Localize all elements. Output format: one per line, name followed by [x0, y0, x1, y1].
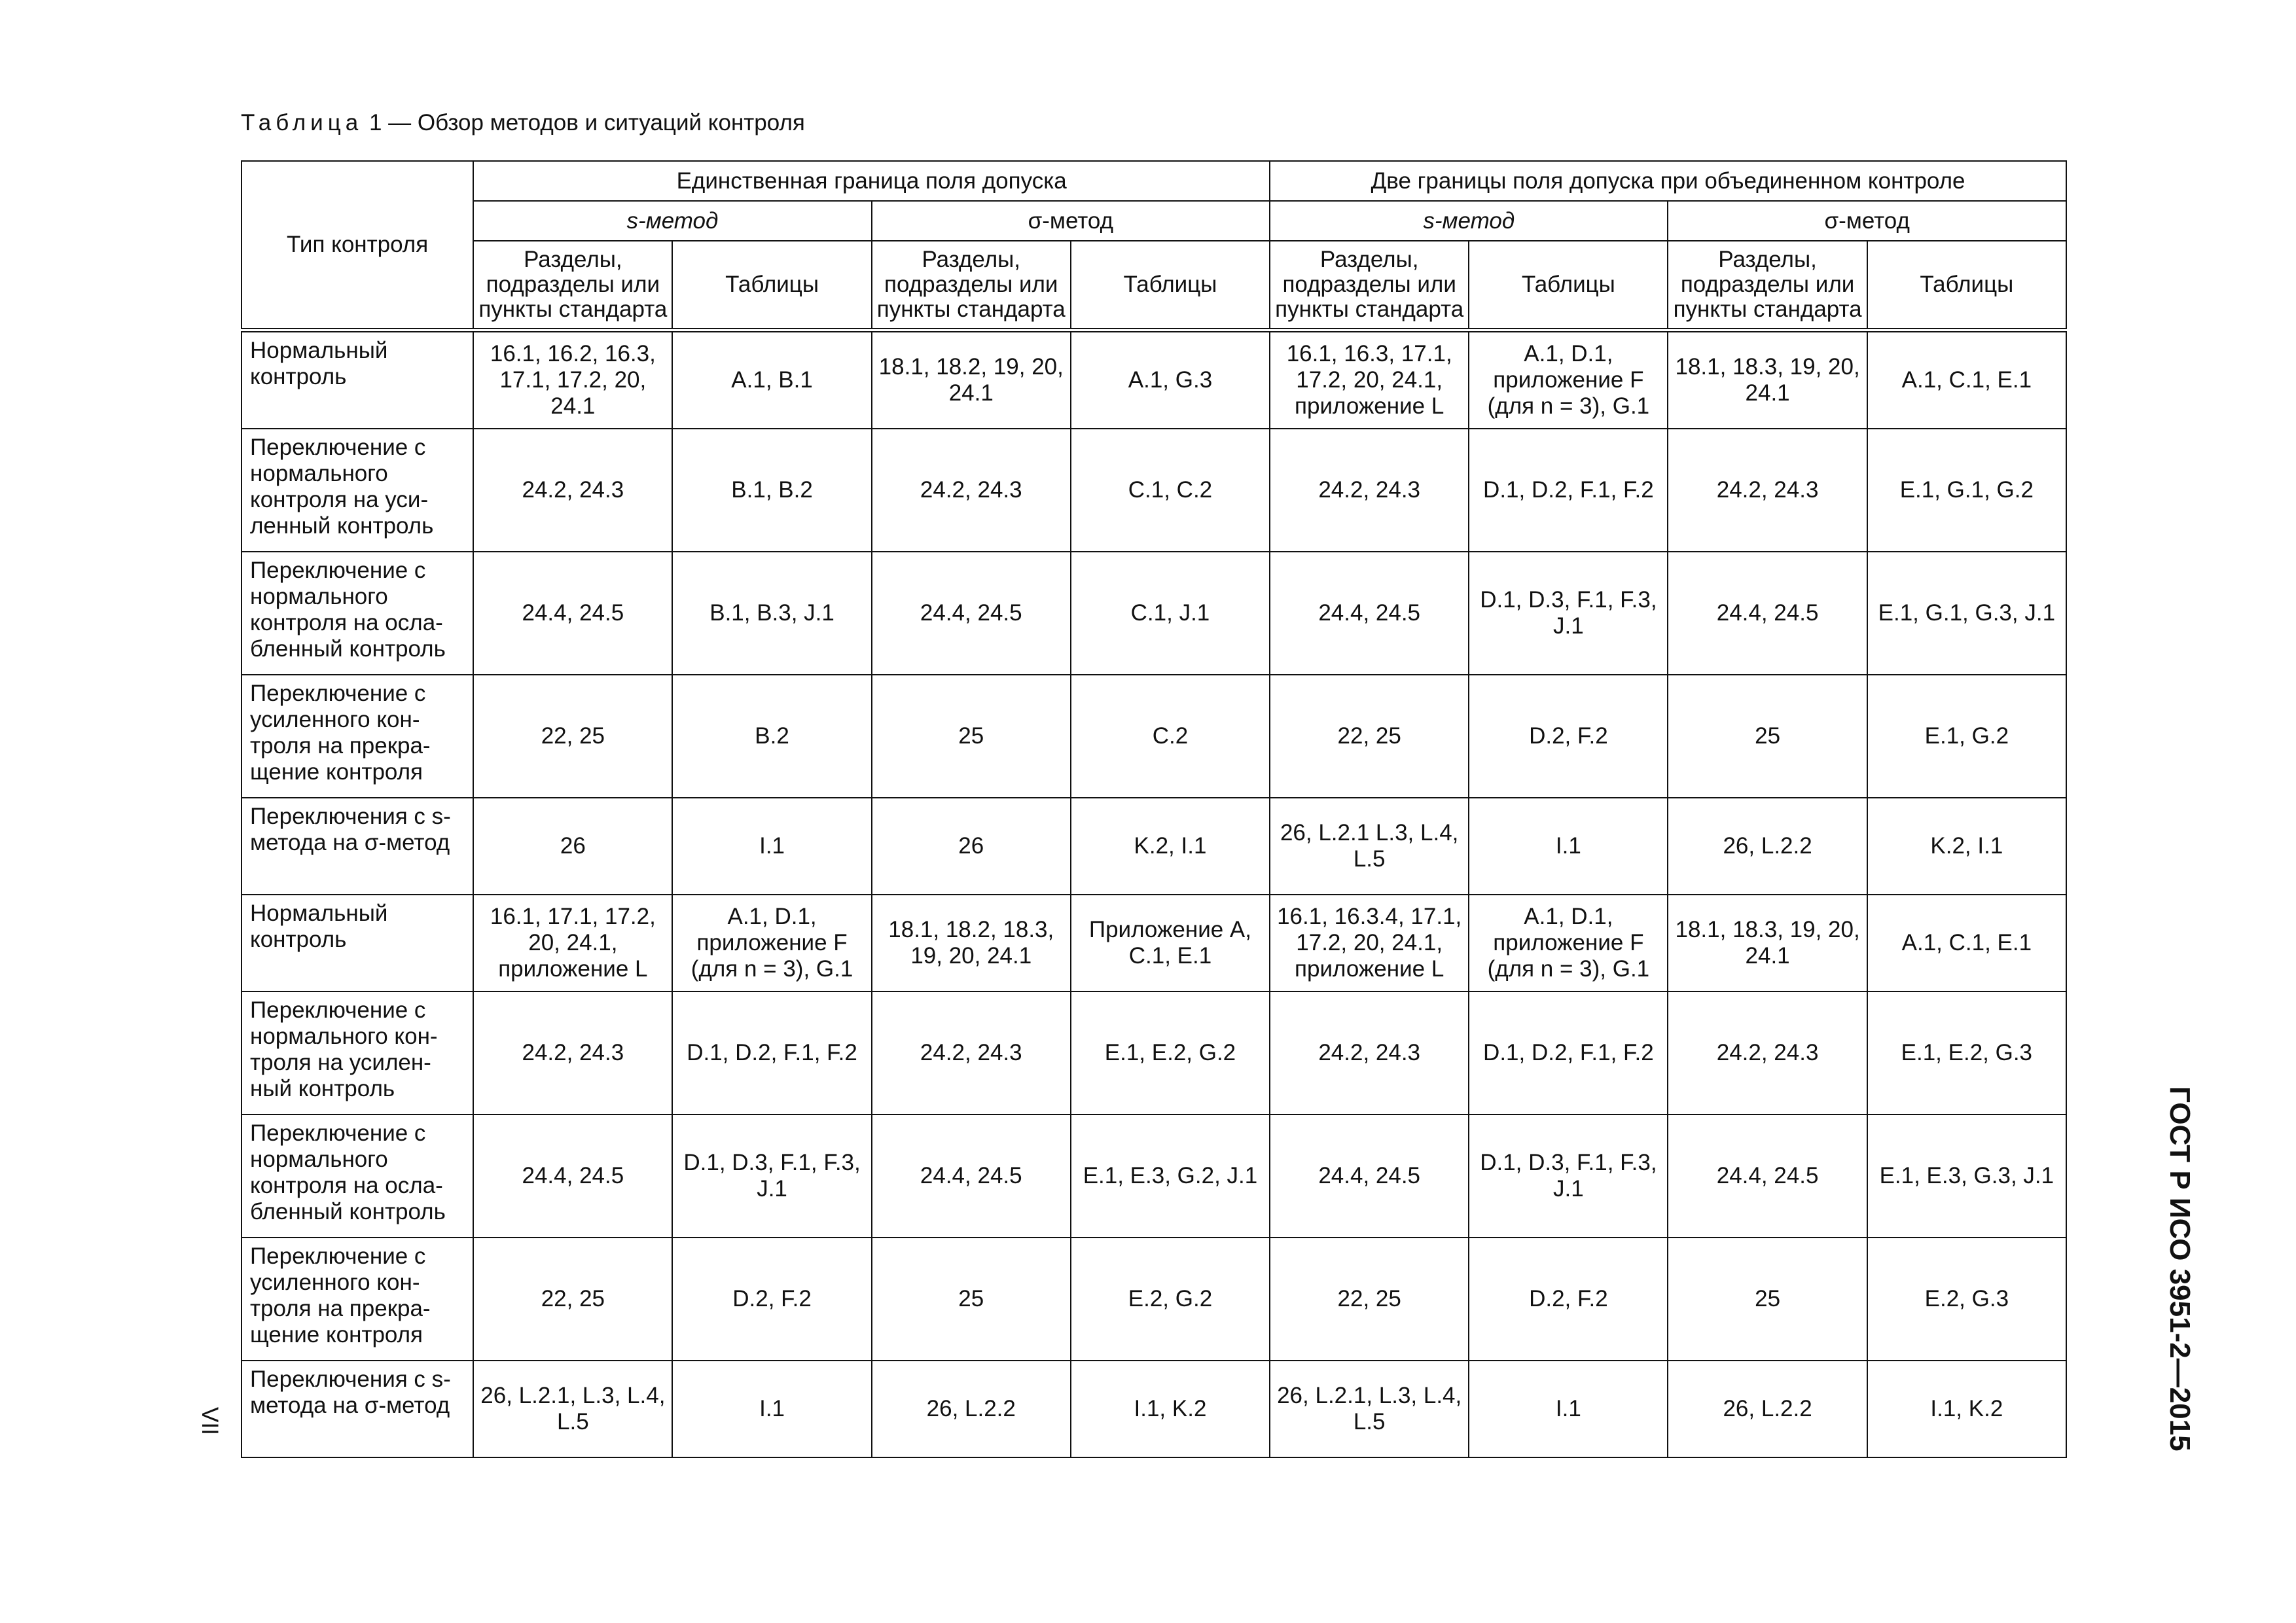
table-cell: I.1 [672, 798, 871, 895]
table-cell: B.2 [672, 675, 871, 798]
table-row [242, 798, 2066, 895]
table-cell: A.1, G.3 [1071, 330, 1270, 429]
table-cell: 26, L.2.1 L.3, L.4, L.5 [1270, 798, 1469, 895]
table-cell: 16.1, 17.1, 17.2, 20, 24.1, приложение L [473, 895, 672, 991]
header-s-method-2 [1270, 201, 1668, 241]
table-cell: 26 [473, 798, 672, 895]
document-standard-number: ГОСТ Р ИСО 3951-2—2015 [2164, 1086, 2196, 1452]
table-cell: 24.2, 24.3 [1270, 429, 1469, 552]
table-cell: D.2, F.2 [672, 1238, 871, 1361]
table-cell: K.2, I.1 [1071, 798, 1270, 895]
row-label: Переключение с нормального контроля на осла-бленный контроль [242, 552, 473, 675]
table-cell: 16.1, 16.2, 16.3, 17.1, 17.2, 20, 24.1 [473, 330, 672, 429]
table-cell: 24.4, 24.5 [872, 552, 1071, 675]
table-cell: 25 [872, 1238, 1071, 1361]
row-label: Нормальный контроль [242, 895, 473, 991]
table-cell: 18.1, 18.2, 19, 20, 24.1 [872, 330, 1071, 429]
table-row [242, 895, 2066, 991]
page-number: VII [197, 1407, 223, 1435]
row-label: Переключение с нормального контроля на осла-бленный контроль [242, 1115, 473, 1238]
table-cell: I.1, K.2 [1071, 1361, 1270, 1457]
table-cell: 18.1, 18.3, 19, 20, 24.1 [1668, 330, 1867, 429]
table-cell: 24.4, 24.5 [872, 1115, 1071, 1238]
table-cell: D.1, D.3, F.1, F.3, J.1 [1469, 1115, 1668, 1238]
table-cell: A.1, D.1, приложение F (для n = 3), G.1 [1469, 330, 1668, 429]
table-cell: B.1, B.3, J.1 [672, 552, 871, 675]
table-cell: A.1, B.1 [672, 330, 871, 429]
table-cell: E.1, G.1, G.2 [1867, 429, 2066, 552]
caption-title: 1 — Обзор методов и ситуаций контроля [363, 110, 805, 135]
table-cell: E.1, E.2, G.2 [1071, 991, 1270, 1115]
table-row [242, 991, 2066, 1115]
s-method-label: s-метод [1423, 207, 1515, 234]
header-sections: Разделы, подразделы или пункты стандарта [473, 241, 672, 330]
header-row-2 [242, 201, 2066, 241]
header-tables: Таблицы [1469, 241, 1668, 330]
table-cell: D.1, D.3, F.1, F.3, J.1 [1469, 552, 1668, 675]
header-sigma-method-2: σ-метод [1668, 201, 2066, 241]
control-methods-table [241, 160, 2067, 1458]
table-cell: A.1, C.1, E.1 [1867, 895, 2066, 991]
header-row-1 [242, 161, 2066, 201]
table-cell: 26, L.2.1, L.3, L.4, L.5 [1270, 1361, 1469, 1457]
table-cell: 24.2, 24.3 [1270, 991, 1469, 1115]
table-cell: I.1 [672, 1361, 871, 1457]
table-cell: 24.4, 24.5 [1270, 1115, 1469, 1238]
table-cell: 26, L.2.1, L.3, L.4, L.5 [473, 1361, 672, 1457]
table-cell: 24.4, 24.5 [1270, 552, 1469, 675]
table-cell: 18.1, 18.2, 18.3, 19, 20, 24.1 [872, 895, 1071, 991]
row-label: Переключения с s-метода на σ-метод [242, 1361, 473, 1457]
table-cell: E.1, G.2 [1867, 675, 2066, 798]
table-cell: C.2 [1071, 675, 1270, 798]
table-cell: A.1, D.1, приложение F (для n = 3), G.1 [1469, 895, 1668, 991]
table-cell: K.2, I.1 [1867, 798, 2066, 895]
table-cell: 24.4, 24.5 [1668, 1115, 1867, 1238]
header-tables: Таблицы [672, 241, 871, 330]
table-row [242, 429, 2066, 552]
table-row [242, 675, 2066, 798]
table-cell: C.1, C.2 [1071, 429, 1270, 552]
table-cell: 26, L.2.2 [1668, 798, 1867, 895]
table-row [242, 1238, 2066, 1361]
table-cell: Приложение A, C.1, E.1 [1071, 895, 1270, 991]
table-cell: 24.4, 24.5 [473, 1115, 672, 1238]
header-sigma-method-1: σ-метод [872, 201, 1270, 241]
table-cell: 16.1, 16.3, 17.1, 17.2, 20, 24.1, приложение L [1270, 330, 1469, 429]
s-method-label: s-метод [626, 207, 719, 234]
table-cell: D.1, D.2, F.1, F.2 [672, 991, 871, 1115]
table-cell: E.1, E.3, G.2, J.1 [1071, 1115, 1270, 1238]
row-label: Переключение с усиленного кон-троля на прекра-щение контроля [242, 675, 473, 798]
header-sections: Разделы, подразделы или пункты стандарта [1270, 241, 1469, 330]
row-label: Переключение с нормального кон-троля на усилен-ный контроль [242, 991, 473, 1115]
table-cell: E.1, E.2, G.3 [1867, 991, 2066, 1115]
table-cell: A.1, D.1, приложение F (для n = 3), G.1 [672, 895, 871, 991]
table-cell: D.2, F.2 [1469, 1238, 1668, 1361]
header-tables: Таблицы [1071, 241, 1270, 330]
table-cell: D.1, D.2, F.1, F.2 [1469, 991, 1668, 1115]
table-row [242, 552, 2066, 675]
table-cell: 16.1, 16.3.4, 17.1, 17.2, 20, 24.1, приложение L [1270, 895, 1469, 991]
header-type: Тип контроля [242, 161, 473, 330]
table-cell: 22, 25 [473, 1238, 672, 1361]
table-cell: B.1, B.2 [672, 429, 871, 552]
table-cell: A.1, C.1, E.1 [1867, 330, 2066, 429]
table-cell: 25 [1668, 675, 1867, 798]
table-row [242, 330, 2066, 429]
table-cell: E.1, E.3, G.3, J.1 [1867, 1115, 2066, 1238]
table-row [242, 1115, 2066, 1238]
table-cell: 26, L.2.2 [1668, 1361, 1867, 1457]
table-cell: D.2, F.2 [1469, 675, 1668, 798]
header-s-method-1 [473, 201, 871, 241]
table-cell: 26 [872, 798, 1071, 895]
row-label: Переключение с нормального контроля на уси-ленный контроль [242, 429, 473, 552]
table-cell: 18.1, 18.3, 19, 20, 24.1 [1668, 895, 1867, 991]
table-cell: 25 [1668, 1238, 1867, 1361]
table-cell: I.1 [1469, 1361, 1668, 1457]
table-cell: 24.2, 24.3 [473, 429, 672, 552]
header-sections: Разделы, подразделы или пункты стандарта [872, 241, 1071, 330]
table-cell: 24.4, 24.5 [1668, 552, 1867, 675]
table-row [242, 1361, 2066, 1457]
table-cell: I.1 [1469, 798, 1668, 895]
table-cell: 24.2, 24.3 [473, 991, 672, 1115]
table-cell: E.1, G.1, G.3, J.1 [1867, 552, 2066, 675]
table-cell: 26, L.2.2 [872, 1361, 1071, 1457]
header-group-two-limits: Две границы поля допуска при объединенном контроле [1270, 161, 2066, 201]
header-group-single-limit: Единственная граница поля допуска [473, 161, 1270, 201]
header-tables: Таблицы [1867, 241, 2066, 330]
table-cell: 24.4, 24.5 [473, 552, 672, 675]
table-cell: 22, 25 [473, 675, 672, 798]
table-cell: D.1, D.3, F.1, F.3, J.1 [672, 1115, 871, 1238]
table-cell: 22, 25 [1270, 1238, 1469, 1361]
table-cell: 24.2, 24.3 [872, 429, 1071, 552]
table-cell: E.2, G.2 [1071, 1238, 1270, 1361]
table-cell: 24.2, 24.3 [1668, 429, 1867, 552]
caption-label: Таблица [241, 110, 363, 135]
table-cell: 24.2, 24.3 [1668, 991, 1867, 1115]
row-label: Переключения с s-метода на σ-метод [242, 798, 473, 895]
table-cell: D.1, D.2, F.1, F.2 [1469, 429, 1668, 552]
table-cell: I.1, K.2 [1867, 1361, 2066, 1457]
header-sections: Разделы, подразделы или пункты стандарта [1668, 241, 1867, 330]
row-label: Переключение с усиленного кон-троля на прекра-щение контроля [242, 1238, 473, 1361]
table-cell: E.2, G.3 [1867, 1238, 2066, 1361]
header-row-3 [242, 241, 2066, 330]
table-cell: C.1, J.1 [1071, 552, 1270, 675]
table-caption [241, 110, 805, 136]
table-cell: 24.2, 24.3 [872, 991, 1071, 1115]
table-cell: 22, 25 [1270, 675, 1469, 798]
table-cell: 25 [872, 675, 1071, 798]
row-label: Нормальный контроль [242, 330, 473, 429]
